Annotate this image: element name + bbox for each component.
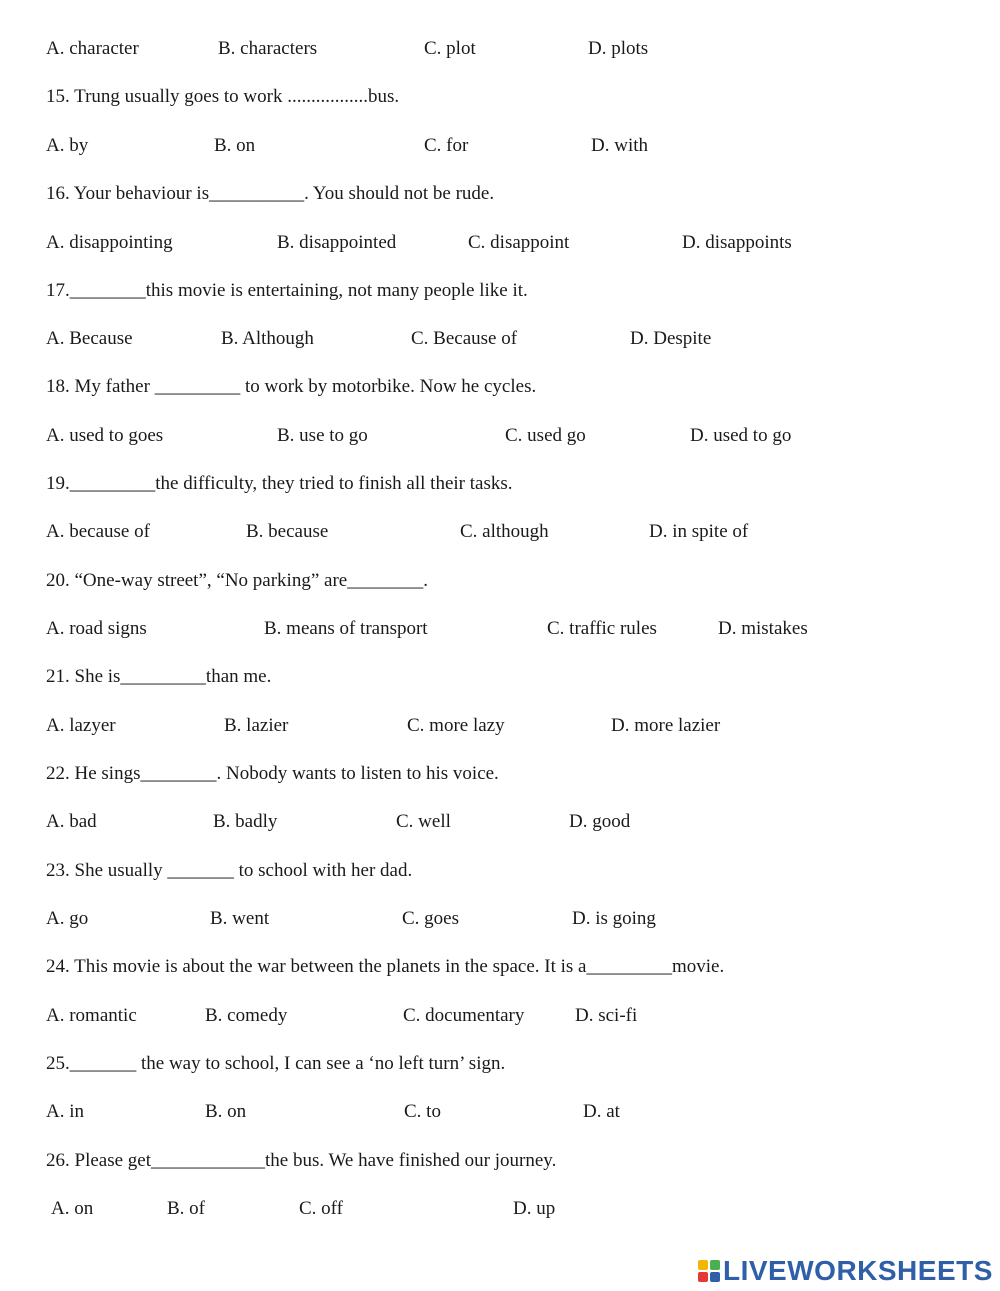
question-24: 24. This movie is about the war between the planets in the space. It is a_________movie. bbox=[46, 956, 725, 977]
option-19a[interactable]: A. because of bbox=[46, 521, 150, 542]
option-26b[interactable]: B. of bbox=[167, 1198, 205, 1219]
question-25: 25._______ the way to school, I can see a ‘no left turn’ sign. bbox=[46, 1053, 506, 1074]
option-21d[interactable]: D. more lazier bbox=[611, 715, 721, 736]
question-18: 18. My father _________ to work by motorbike. Now he cycles. bbox=[46, 376, 537, 397]
question-21: 21. She is_________than me. bbox=[46, 666, 272, 687]
option-17b[interactable]: B. Although bbox=[221, 328, 314, 349]
option-15d[interactable]: D. with bbox=[591, 135, 648, 156]
question-19: 19._________the difficulty, they tried to finish all their tasks. bbox=[46, 473, 513, 494]
option-24d[interactable]: D. sci-fi bbox=[575, 1005, 638, 1026]
option-24c[interactable]: C. documentary bbox=[403, 1005, 525, 1026]
option-23c[interactable]: C. goes bbox=[402, 908, 459, 929]
option-21a[interactable]: A. lazyer bbox=[46, 715, 116, 736]
option-25c[interactable]: C. to bbox=[404, 1101, 441, 1122]
option-15c[interactable]: C. for bbox=[424, 135, 469, 156]
logo-block bbox=[710, 1272, 720, 1282]
option-21c[interactable]: C. more lazy bbox=[407, 715, 505, 736]
option-26a[interactable]: A. on bbox=[51, 1198, 94, 1219]
option-20c[interactable]: C. traffic rules bbox=[547, 618, 657, 639]
option-23b[interactable]: B. went bbox=[210, 908, 270, 929]
option-26d[interactable]: D. up bbox=[513, 1198, 556, 1219]
question-16: 16. Your behaviour is__________. You should not be rude. bbox=[46, 183, 495, 204]
option-19b[interactable]: B. because bbox=[246, 521, 329, 542]
logo-block bbox=[710, 1260, 720, 1270]
option-17c[interactable]: C. Because of bbox=[411, 328, 518, 349]
option-20d[interactable]: D. mistakes bbox=[718, 618, 808, 639]
option-16c[interactable]: C. disappoint bbox=[468, 232, 570, 253]
option-19d[interactable]: D. in spite of bbox=[649, 521, 749, 542]
option-23d[interactable]: D. is going bbox=[572, 908, 656, 929]
option-22b[interactable]: B. badly bbox=[213, 811, 278, 832]
option-25b[interactable]: B. on bbox=[205, 1101, 247, 1122]
option-22c[interactable]: C. well bbox=[396, 811, 451, 832]
logo-block bbox=[698, 1272, 708, 1282]
option-16d[interactable]: D. disappoints bbox=[682, 232, 792, 253]
option-20a[interactable]: A. road signs bbox=[46, 618, 147, 639]
option-21b[interactable]: B. lazier bbox=[224, 715, 289, 736]
option-18c[interactable]: C. used go bbox=[505, 425, 586, 446]
question-15: 15. Trung usually goes to work .................bus. bbox=[46, 86, 400, 107]
option-24b[interactable]: B. comedy bbox=[205, 1005, 288, 1026]
logo-block bbox=[698, 1260, 708, 1270]
option-25d[interactable]: D. at bbox=[583, 1101, 620, 1122]
option-26c[interactable]: C. off bbox=[299, 1198, 343, 1219]
option-17d[interactable]: D. Despite bbox=[630, 328, 712, 349]
option-18a[interactable]: A. used to goes bbox=[46, 425, 164, 446]
logo-blocks-icon bbox=[698, 1260, 720, 1282]
question-26: 26. Please get____________the bus. We have finished our journey. bbox=[46, 1150, 557, 1171]
option-23a[interactable]: A. go bbox=[46, 908, 89, 929]
question-17: 17.________this movie is entertaining, not many people like it. bbox=[46, 280, 528, 301]
logo-text: LIVEWORKSHEETS bbox=[723, 1255, 993, 1286]
option-20b[interactable]: B. means of transport bbox=[264, 618, 428, 639]
question-20: 20. “One-way street”, “No parking” are________. bbox=[46, 570, 428, 591]
option-16a[interactable]: A. disappointing bbox=[46, 232, 173, 253]
option-0b[interactable]: B. characters bbox=[218, 38, 318, 59]
option-15a[interactable]: A. by bbox=[46, 135, 89, 156]
option-0c[interactable]: C. plot bbox=[424, 38, 476, 59]
question-22: 22. He sings________. Nobody wants to listen to his voice. bbox=[46, 763, 499, 784]
option-16b[interactable]: B. disappointed bbox=[277, 232, 397, 253]
option-18d[interactable]: D. used to go bbox=[690, 425, 792, 446]
option-19c[interactable]: C. although bbox=[460, 521, 549, 542]
option-22a[interactable]: A. bad bbox=[46, 811, 97, 832]
option-18b[interactable]: B. use to go bbox=[277, 425, 368, 446]
option-15b[interactable]: B. on bbox=[214, 135, 256, 156]
liveworksheets-logo bbox=[698, 1256, 993, 1286]
question-23: 23. She usually _______ to school with her dad. bbox=[46, 860, 413, 881]
option-22d[interactable]: D. good bbox=[569, 811, 631, 832]
option-24a[interactable]: A. romantic bbox=[46, 1005, 137, 1026]
option-0a[interactable]: A. character bbox=[46, 38, 139, 59]
option-17a[interactable]: A. Because bbox=[46, 328, 133, 349]
option-25a[interactable]: A. in bbox=[46, 1101, 84, 1122]
option-0d[interactable]: D. plots bbox=[588, 38, 649, 59]
